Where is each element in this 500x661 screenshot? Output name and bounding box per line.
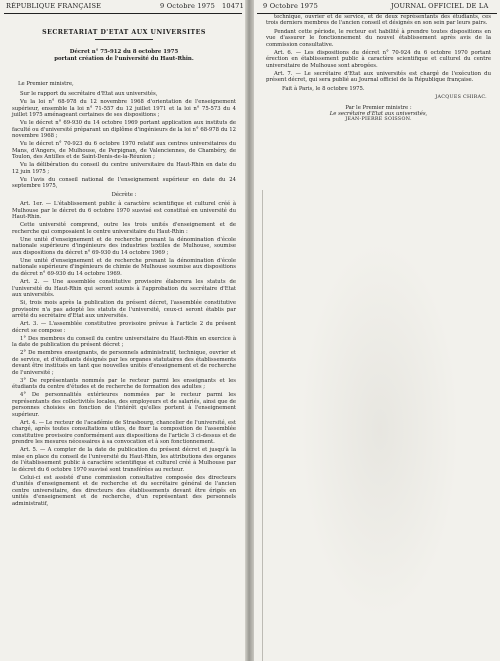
- paragraph: Le secrétaire d'Etat aux universités,: [329, 110, 428, 117]
- header-page-number: 10471: [222, 2, 244, 10]
- page-gutter: [245, 0, 254, 661]
- header-date-right: 9 Octobre 1975: [263, 2, 318, 10]
- right-column-body: [257, 14, 497, 124]
- paragraph: 1° Des membres du conseil du centre universitaire du Haut-Rhin en exercice à la date de publication du présent décret ;: [12, 335, 236, 349]
- paragraph: Décrète :: [111, 191, 137, 198]
- paragraph: JACQUES CHIRAC.: [435, 95, 487, 101]
- paragraph: Art. 1er. — L'établissement public à caractère scientifique et culturel créé à Mulhouse par le décret du 6 octobre 1970 susvisé est constitué en université du Haut-Rhin.: [12, 201, 236, 221]
- paragraph: Le Premier ministre,: [18, 80, 74, 87]
- paragraph: Vu la loi n° 68-978 du 12 novembre 1968 d'orientation de l'enseignement supérieur, ensemble la loi n° 71-557 du 12 juillet 1971 et la loi n° 75-573 du 4 juillet 1975 aménageant certaines de ses dispositions ;: [12, 99, 236, 119]
- paragraph: Vu l'avis du conseil national de l'enseignement supérieur en date du 24 septembre 1975,: [12, 176, 236, 190]
- paragraph: Une unité d'enseignement et de recherche prenant la dénomination d'école nationale supérieure d'ingénieurs des industries textiles de Mulhouse, soumise aux dispositions du décret n° 69-930 du 14 octobre 1969 ;: [12, 236, 236, 256]
- paragraph: Art. 2. — Une assemblée constitutive provisoire élaborera les statuts de l'université du Haut-Rhin qui seront soumis à l'approbation du secrétaire d'Etat aux universités.: [12, 279, 236, 298]
- left-paragraphs: [12, 81, 236, 508]
- header-date-left: 9 Octobre 1975: [160, 2, 215, 10]
- paragraph: Une unité d'enseignement et de recherche prenant la dénomination d'école nationale supérieure d'ingénieurs de chimie de Mulhouse soumise aux dispositions du décret n° 69-930 du 14 octobre 1969.: [12, 258, 236, 277]
- paragraph: Vu le décret n° 69-930 du 14 octobre 1969 portant application aux instituts de faculté ou d'université préparant un diplôme d'ingénieurs de la loi n° 68-978 du 12 novembre 1968 ;: [12, 120, 236, 140]
- paragraph: Celui-ci est assisté d'une commission consultative composée des directeurs d'unités d'enseignement et de recherche et du secrétaire général de l'ancien centre universitaire, des directeurs des établissements devant être érigés en unités d'enseignement et de recherche, d'un représentant des personnels administratif,: [12, 474, 236, 507]
- paragraph: Art. 5. — A compter de la date de publication du présent décret et jusqu'à la mise en place du conseil de l'université du Haut-Rhin, les attributions des organes de l'établissement public à caractère scientifique et culturel créé à Mulhouse par le décret du 6 octobre 1970 susvisé sont transférées au recteur.: [12, 447, 236, 473]
- paragraph: Pendant cette période, le recteur est habilité à prendre toutes dispositions en vue d'assurer le fonctionnement du nouvel établissement après avis de la commission consultative.: [266, 28, 491, 48]
- paragraph: Art. 6. — Les dispositions du décret n° 70-924 du 6 octobre 1970 portant érection en établissement public à caractère scientifique et culturel du centre universitaire de Mulhouse sont abrogées.: [266, 49, 491, 69]
- paragraph: Art. 4. — Le recteur de l'académie de Strasbourg, chancelier de l'université, est chargé, après toutes consultations utiles, de fixer la composition de l'assemblée constitutive provisoire conformément aux dispositions de l'article 3 ci-dessus et de prendre les mesures nécessaires à sa convocation et à son fonctionnement.: [12, 419, 236, 446]
- left-column-body: [4, 30, 242, 507]
- paragraph: Vu la délibération du conseil du centre universitaire du Haut-Rhin en date du 12 juin 1975 ;: [12, 162, 236, 175]
- paragraph: Sur le rapport du secrétaire d'Etat aux universités,: [20, 91, 158, 98]
- paragraph: JEAN-PIERRE SOISSON.: [345, 117, 412, 123]
- paragraph: Par le Premier ministre :: [345, 104, 412, 111]
- paragraph: Art. 3. — L'assemblée constitutive provisoire prévue à l'article 2 du présent décret se compose :: [12, 321, 236, 334]
- header-journal: JOURNAL OFFICIEL DE LA: [391, 2, 489, 10]
- paragraph: 2° De membres enseignants, de personnels administratif, technique, ouvrier et de service, et d'étudiants désignés par les organes statutaires des établissements devant être institués en tant que nouvelles unités d'enseignement et de recherche de l'université ;: [12, 350, 236, 376]
- right-paragraphs: [266, 14, 491, 124]
- right-column: [257, 0, 497, 124]
- decree-title-line-1: Décret n° 75-912 du 8 octobre 1975: [69, 49, 179, 56]
- right-page-header: [257, 0, 497, 14]
- paper-scuff: [300, 240, 460, 620]
- paragraph: Cette université comprend, outre les trois unités d'enseignement et de recherche qui composaient le centre universitaire du Haut-Rhin :: [12, 222, 236, 235]
- left-page-header: [4, 0, 242, 14]
- decree-title-line-2: portant création de l'université du Haut-Rhin.: [54, 56, 194, 63]
- paragraph: Fait à Paris, le 8 octobre 1975.: [282, 85, 365, 92]
- left-column: [4, 0, 242, 509]
- header-republic: RÉPUBLIQUE FRANÇAISE: [6, 2, 102, 10]
- title-rule: [95, 39, 153, 40]
- paragraph: Art. 7. — Le secrétaire d'Etat aux universités est chargé de l'exécution du présent décret, qui sera publié au Journal officiel de la République française.: [266, 70, 491, 84]
- page-fold-line: [262, 190, 263, 661]
- section-title: SECRETARIAT D'ETAT AUX UNIVERSITES: [42, 29, 206, 36]
- decree-title: [12, 49, 236, 62]
- paragraph: 4° De personnalités extérieures nommées par le recteur parmi les représentants des collectivités locales, des employeurs et de salariés, ainsi que de personnes choisies en fonction de l'intérêt qu'elles portent à l'enseignement supérieur.: [12, 392, 236, 418]
- paragraph: technique, ouvrier et de service, et de deux représentants des étudiants, ces trois derniers membres de l'ancien conseil et désignés en son sein par leurs pairs.: [266, 14, 491, 27]
- paragraph: Vu le décret n° 70-923 du 6 octobre 1970 relatif aux centres universitaires du Mans, d'Angers, de Mulhouse, de Perpignan, de Valenciennes, de Chambéry, de Toulon, des Antilles et de Saint-Denis-de-la-Réunion ;: [12, 141, 236, 161]
- paragraph: Si, trois mois après la publication du présent décret, l'assemblée constitutive provisoire n'a pas adopté les statuts de l'université, ceux-ci seront établis par arrêté du secrétaire d'Etat aux universités.: [12, 300, 236, 320]
- paragraph: 3° De représentants nommés par le recteur parmi les enseignants et les étudiants du centre d'études et de recherche de formation des adultes ;: [12, 377, 236, 391]
